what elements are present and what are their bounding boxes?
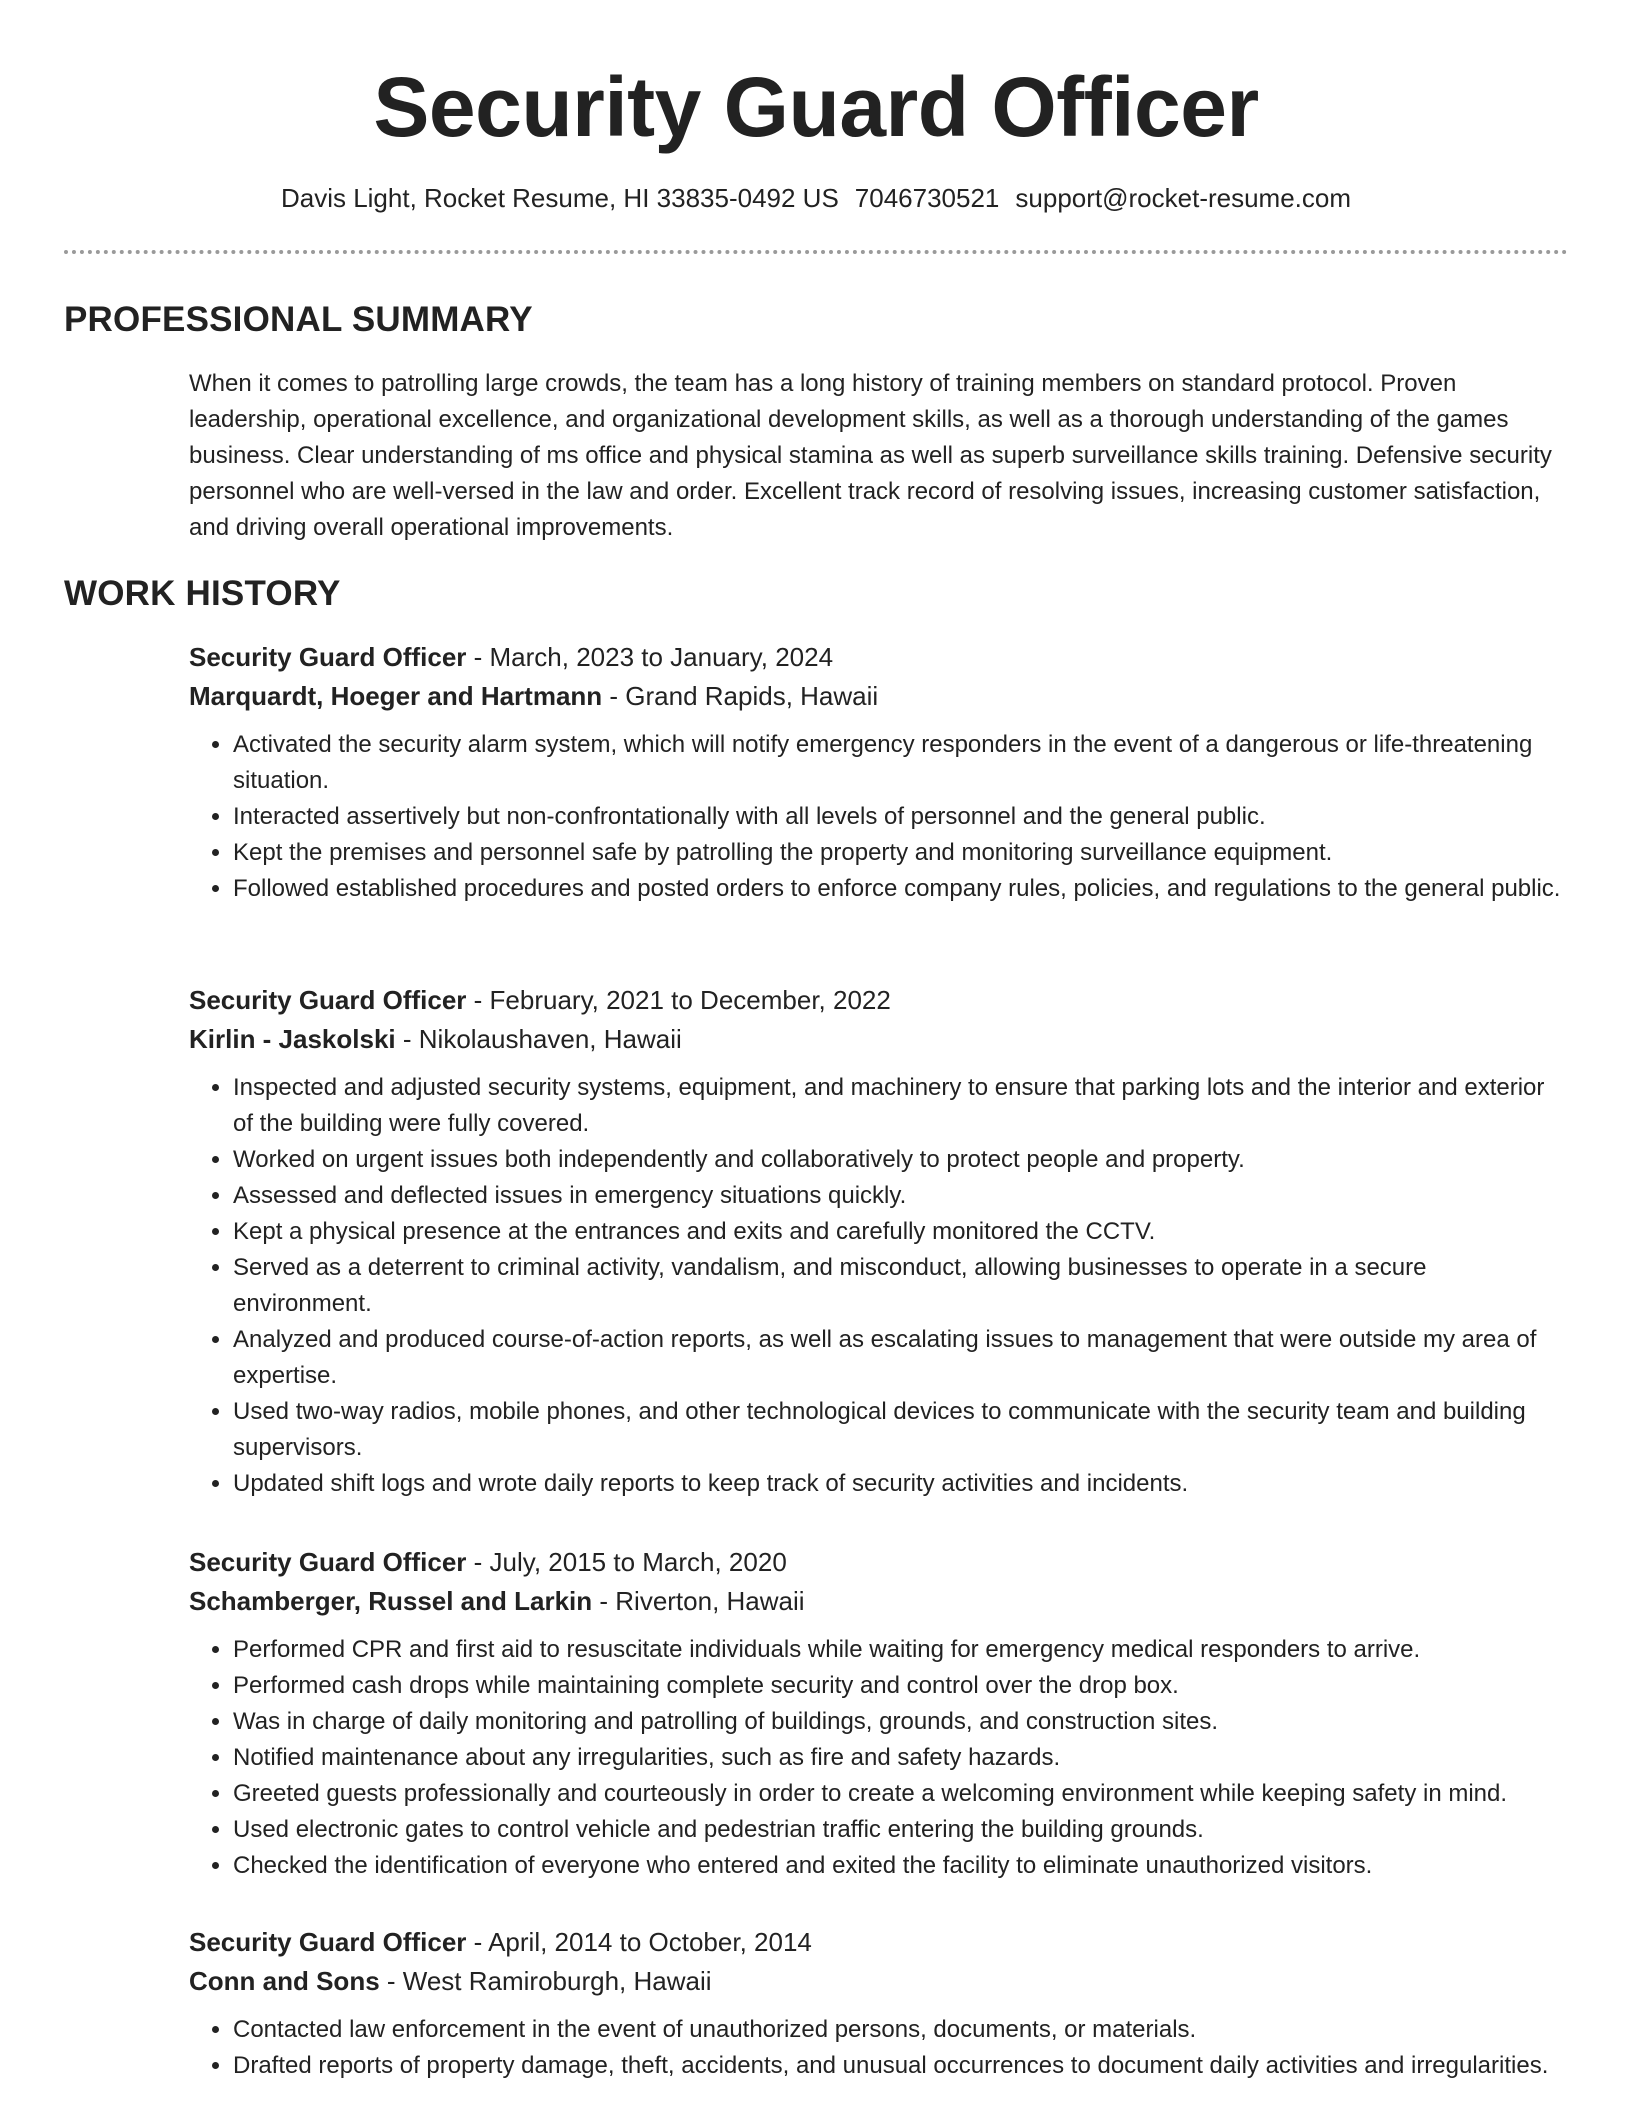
header-divider <box>64 250 1568 254</box>
job-location: - Grand Rapids, Hawaii <box>602 681 879 711</box>
job-title-line <box>189 638 1569 677</box>
duty-item: • Activated the security alarm system, which will notify emergency responders in the event of a dangerous or life-threatening situation. <box>233 727 1569 799</box>
job-company-line <box>189 1020 1569 1059</box>
job-duties <box>189 1070 1569 1502</box>
work-history-heading: WORK HISTORY <box>64 574 341 613</box>
duty-item: • Worked on urgent issues both independently and collaboratively to protect people and property. <box>233 1142 1569 1178</box>
job-entry <box>189 1923 1569 2084</box>
job-dates: - March, 2023 to January, 2024 <box>466 642 834 672</box>
job-title-line <box>189 981 1569 1020</box>
duty-item: • Kept the premises and personnel safe by patrolling the property and monitoring surveillance equipment. <box>233 835 1569 871</box>
job-dates: - July, 2015 to March, 2020 <box>466 1547 787 1577</box>
contact-email: support@rocket-resume.com <box>1015 183 1352 213</box>
contact-line <box>0 180 1632 216</box>
job-company-line <box>189 1582 1569 1621</box>
duty-item: • Kept a physical presence at the entrances and exits and carefully monitored the CCTV. <box>233 1214 1569 1250</box>
duty-item: • Served as a deterrent to criminal activity, vandalism, and misconduct, allowing businesses to operate in a secure environment. <box>233 1250 1569 1322</box>
duty-item: • Greeted guests professionally and courteously in order to create a welcoming environment while keeping safety in mind. <box>233 1776 1569 1812</box>
job-title: Security Guard Officer <box>189 642 467 672</box>
duty-item: • Contacted law enforcement in the event of unauthorized persons, documents, or materials. <box>233 2012 1569 2048</box>
duty-item: • Performed CPR and first aid to resuscitate individuals while waiting for emergency medical responders to arrive. <box>233 1632 1569 1668</box>
job-duties <box>189 1632 1569 1884</box>
job-duties <box>189 727 1569 907</box>
job-title-line <box>189 1543 1569 1582</box>
contact-address: Davis Light, Rocket Resume, HI 33835-0492 US <box>280 183 839 213</box>
job-entry <box>189 1543 1569 1884</box>
job-company: Conn and Sons <box>189 1966 380 1996</box>
resume-title: Security Guard Officer <box>373 60 1259 154</box>
duty-item: • Checked the identification of everyone who entered and exited the facility to eliminate unauthorized visitors. <box>233 1848 1569 1884</box>
summary-text: When it comes to patrolling large crowds, the team has a long history of training members on standard protocol. Proven leadership, operational excellence, and organizational development skills, as well as a thorough understanding of the games business. Clear understanding of ms office and physical stamina as well as superb surveillance skills training. Defensive security personnel who are well-versed in the law and order. Excellent track record of resolving issues, increasing customer satisfaction, and driving overall operational improvements. <box>189 370 1552 541</box>
job-dates: - February, 2021 to December, 2022 <box>466 985 891 1015</box>
job-company-line <box>189 1962 1569 2001</box>
summary-heading: PROFESSIONAL SUMMARY <box>64 300 533 339</box>
duty-item: • Notified maintenance about any irregularities, such as fire and safety hazards. <box>233 1740 1569 1776</box>
duty-item: • Drafted reports of property damage, theft, accidents, and unusual occurrences to document daily activities and irregularities. <box>233 2048 1569 2084</box>
job-location: - Nikolaushaven, Hawaii <box>395 1024 682 1054</box>
job-entry <box>189 981 1569 1502</box>
job-title: Security Guard Officer <box>189 1927 467 1957</box>
duty-item: • Performed cash drops while maintaining complete security and control over the drop box. <box>233 1668 1569 1704</box>
duty-item: • Updated shift logs and wrote daily reports to keep track of security activities and incidents. <box>233 1466 1569 1502</box>
job-location: - Riverton, Hawaii <box>592 1586 805 1616</box>
job-company: Schamberger, Russel and Larkin <box>189 1586 593 1616</box>
job-title: Security Guard Officer <box>189 1547 467 1577</box>
job-title-line <box>189 1923 1569 1962</box>
job-company: Kirlin - Jaskolski <box>189 1024 396 1054</box>
duty-item: • Used two-way radios, mobile phones, and other technological devices to communicate with the security team and building supervisors. <box>233 1394 1569 1466</box>
duty-item: • Was in charge of daily monitoring and patrolling of buildings, grounds, and construction sites. <box>233 1704 1569 1740</box>
job-company: Marquardt, Hoeger and Hartmann <box>189 681 603 711</box>
job-entry <box>189 638 1569 907</box>
contact-phone: 7046730521 <box>854 183 1000 213</box>
duty-item: • Followed established procedures and posted orders to enforce company rules, policies, and regulations to the general public. <box>233 871 1569 907</box>
job-title: Security Guard Officer <box>189 985 467 1015</box>
duty-item: • Interacted assertively but non-confrontationally with all levels of personnel and the general public. <box>233 799 1569 835</box>
duty-item: • Assessed and deflected issues in emergency situations quickly. <box>233 1178 1569 1214</box>
job-dates: - April, 2014 to October, 2014 <box>466 1927 812 1957</box>
job-company-line <box>189 677 1569 716</box>
job-location: - West Ramiroburgh, Hawaii <box>379 1966 712 1996</box>
duty-item: • Analyzed and produced course-of-action reports, as well as escalating issues to management that were outside my area of expertise. <box>233 1322 1569 1394</box>
duty-item: • Used electronic gates to control vehicle and pedestrian traffic entering the building grounds. <box>233 1812 1569 1848</box>
duty-item: • Inspected and adjusted security systems, equipment, and machinery to ensure that parking lots and the interior and exterior of the building were fully covered. <box>233 1070 1569 1142</box>
job-duties <box>189 2012 1569 2084</box>
